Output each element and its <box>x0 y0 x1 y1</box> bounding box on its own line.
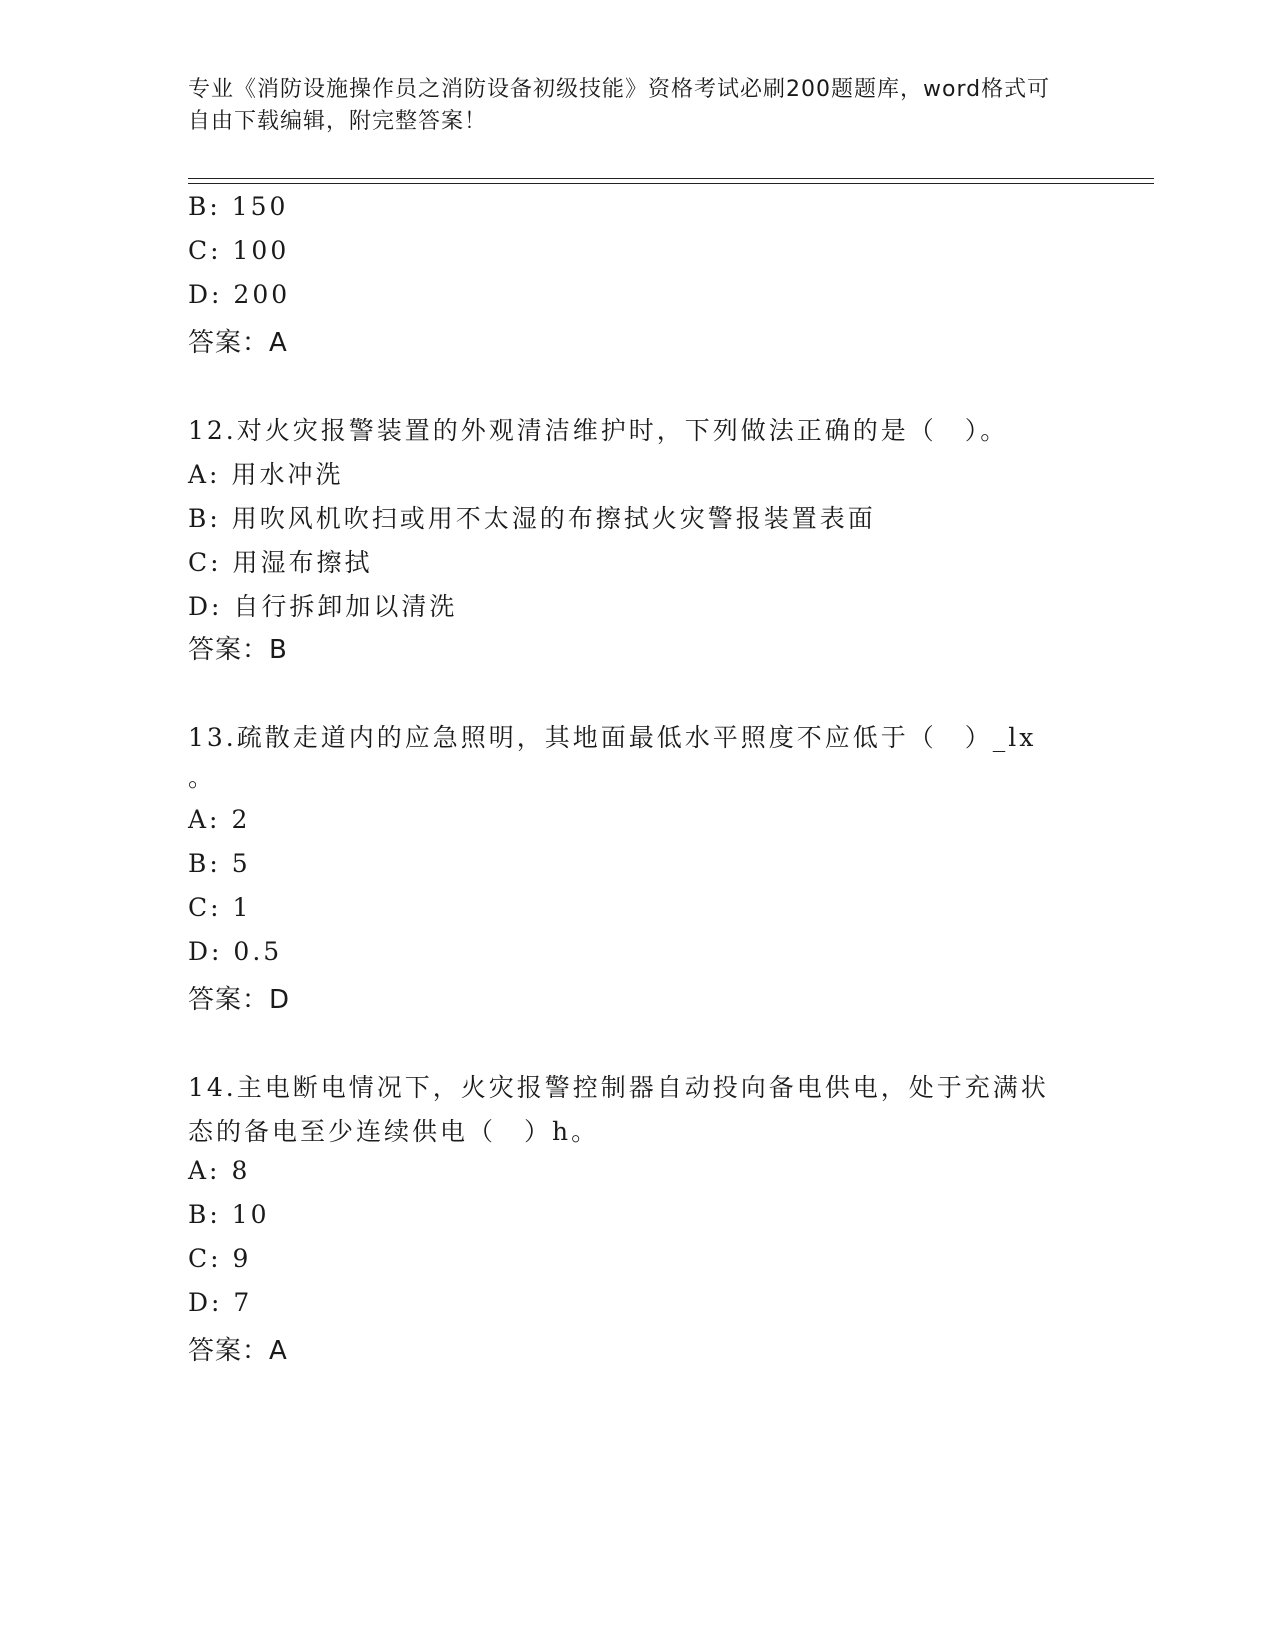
q13-option-d: D: 0.5 <box>188 937 283 966</box>
q11-option-c: C: 100 <box>188 236 290 265</box>
q14-stem-line2: 态的备电至少连续供电（ ）h。 <box>188 1117 600 1146</box>
q11-answer: 答案：A <box>188 328 288 358</box>
document-header: 专业《消防设施操作员之消防设备初级技能》资格考试必刷200题题库，word格式可自由下载编辑，附完整答案！ <box>188 77 1051 134</box>
q12-option-b: B: 用吹风机吹扫或用不太湿的布擦拭火灾警报装置表面 <box>188 504 876 533</box>
q12-stem: 12.对火灾报警装置的外观清洁维护时，下列做法正确的是（ ）。 <box>188 416 1009 445</box>
q12-option-d: D: 自行拆卸加以清洗 <box>188 592 458 621</box>
q13-option-c: C: 1 <box>188 893 252 922</box>
q13-option-b: B: 5 <box>188 849 251 878</box>
q13-stem-line2: 。 <box>188 763 217 792</box>
q13-answer: 答案：D <box>188 985 291 1015</box>
q11-option-d: D: 200 <box>188 280 291 309</box>
q14-option-c: C: 9 <box>188 1244 252 1273</box>
q12-option-c: C: 用湿布擦拭 <box>188 548 373 577</box>
q13-stem-line1: 13.疏散走道内的应急照明，其地面最低水平照度不应低于（ ）_lx <box>188 723 1037 752</box>
q13-option-a: A: 2 <box>188 805 251 834</box>
q14-option-d: D: 7 <box>188 1288 253 1317</box>
q12-answer: 答案：B <box>188 635 288 665</box>
q14-answer: 答案：A <box>188 1336 288 1366</box>
q11-option-b: B: 150 <box>188 192 289 221</box>
q12-option-a: A: 用水冲洗 <box>188 460 344 489</box>
q14-stem-line1: 14.主电断电情况下，火灾报警控制器自动投向备电供电，处于充满状 <box>188 1073 1049 1102</box>
q14-option-b: B: 10 <box>188 1200 270 1229</box>
header-divider <box>188 178 1154 179</box>
q14-option-a: A: 8 <box>188 1156 251 1185</box>
header-divider-second <box>188 183 1154 184</box>
